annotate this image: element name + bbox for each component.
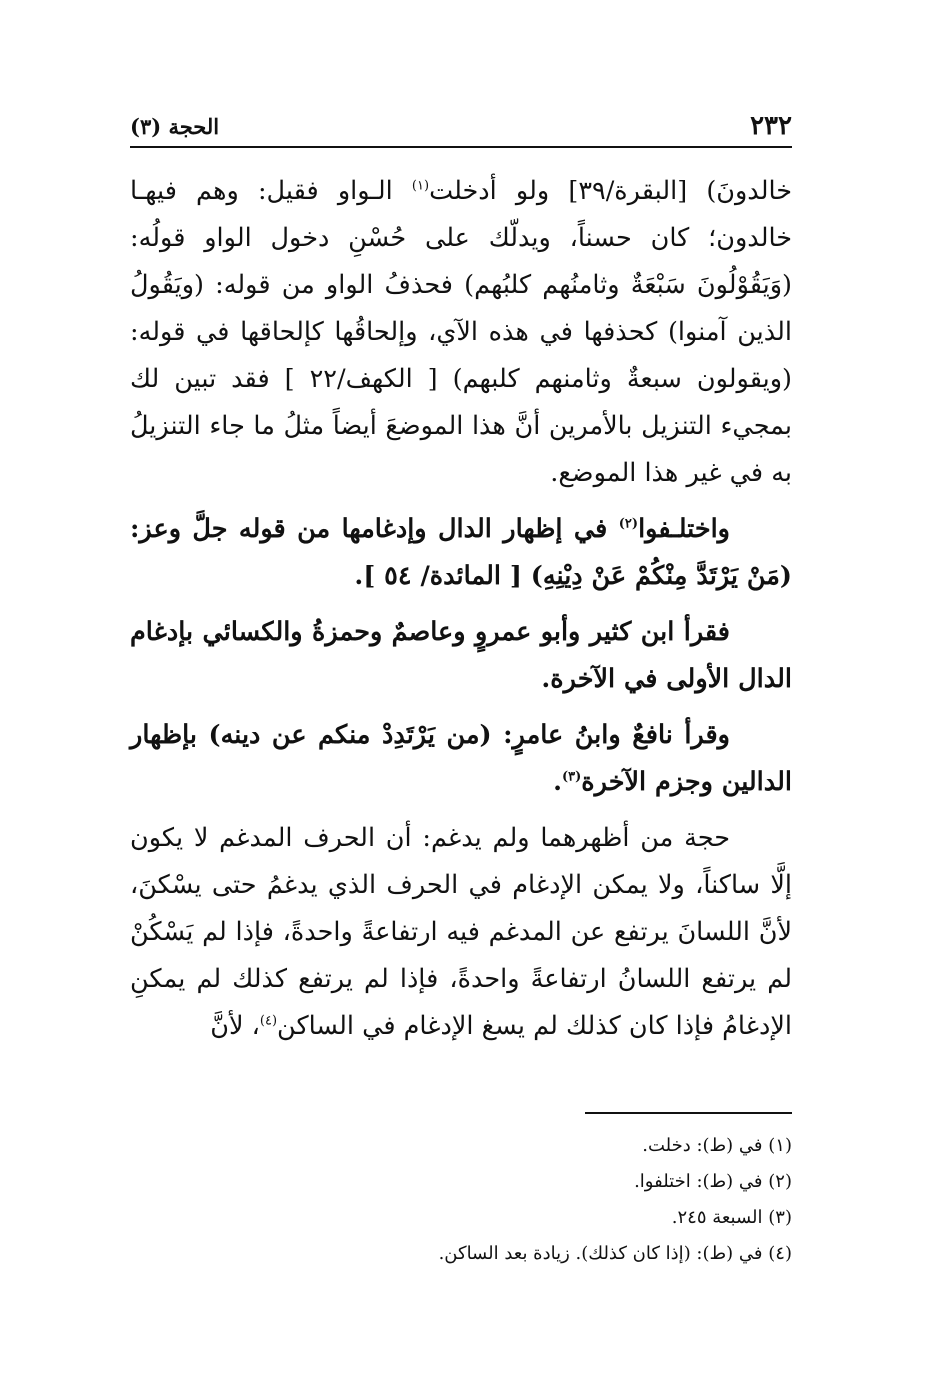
footnote-1 — [130, 1128, 792, 1164]
footnote-number: (٢) — [768, 1171, 792, 1192]
header-divider — [130, 146, 792, 148]
footnote-3 — [130, 1200, 792, 1236]
footnote-number: (٣) — [768, 1207, 792, 1228]
paragraph-2: واختلـفوا$^{(٢)}$ في إظهار الدال وإدغامها من قوله جلَّ وعز: (مَنْ يَرْتَدَّ مِنْكُمْ عَنْ دِيْنِهِ) [ المائدة/ ٥٤ ]. — [130, 514, 792, 591]
paragraph-5: حجة من أظهرهما ولم يدغم: أن الحرف المدغم لا يكون إلَّا ساكناً، ولا يمكن الإدغام في الحرف الذي يدغمُ حتى يسْكنَ، لأنَّ اللسانَ يرتفع عن المدغم فيه ارتفاعةً واحدةً، فإذا لم يَسْكُنْ لم يرتفع اللسانُ ارتفاعةً واحدةً، فإذا لم يرتفع كذلك لم يمكنِ الإدغامُ فإذا كان كذلك لم يسغ الإدغام في الساكن$^{(٤)}$، لأنَّ — [130, 823, 792, 1041]
footnote-text: في (ط): (إذا كان كذلك). زيادة بعد الساكن. — [438, 1243, 763, 1264]
paragraph-1: خالدونَ) [البقرة/٣٩] ولو أدخلت$^{(١)}$ الـواو فقيل: وهم فيهـا خالدون؛ كان حسناً، ويدلّك على حُسْنِ دخول الواو قولُه: (وَيَقُوْلُونَ سَبْعَةٌ وثامنُهم كلبُهم) فحذفُ الواو من قوله: (ويَقُولُ الذين آمنوا) كحذفها في هذه الآي، وإلحاقُها كإلحاقها في قوله: (ويقولون سبعةٌ وثامنهم كلبهم) [ الكهف/٢٢ ] فقد تبين لك بمجيء التنزيل بالأمرين أنَّ هذا الموضعَ أيضاً مثلُ ما جاء التنزيلُ به في غير هذا الموضع. — [130, 176, 792, 488]
footnote-ref-1: (١) — [411, 178, 430, 194]
book-title: الحجة (٣) — [130, 113, 220, 139]
footnote-ref-3: (٣) — [561, 769, 582, 785]
footnote-text: في (ط): اختلفوا. — [634, 1171, 763, 1192]
page-header — [130, 108, 792, 144]
footnote-number: (١) — [768, 1135, 792, 1156]
main-text — [130, 168, 792, 1059]
footnote-ref-4: (٤) — [259, 1013, 278, 1029]
footnote-text: السبعة ٢٤٥. — [671, 1207, 763, 1228]
footnotes — [130, 1128, 792, 1272]
footnote-divider — [585, 1112, 792, 1114]
paragraph-4: وقرأ نافعٌ وابنُ عامرٍ: (من يَرْتَدِدْ منكم عن دينه) بإظهار الدالين وجزم الآخرة$^{(٣)}$. — [130, 720, 792, 797]
paragraph-3: فقرأ ابن كثير وأبو عمروٍ وعاصمٌ وحمزةُ والكسائي بإدغام الدال الأولى في الآخرة. — [130, 617, 792, 694]
footnote-2 — [130, 1164, 792, 1200]
footnote-4 — [130, 1236, 792, 1272]
footnote-number: (٤) — [768, 1243, 792, 1264]
footnote-text: في (ط): دخلت. — [642, 1135, 763, 1156]
footnote-ref-2: (٢) — [618, 516, 639, 532]
page-number: ٢٣٢ — [750, 111, 792, 141]
